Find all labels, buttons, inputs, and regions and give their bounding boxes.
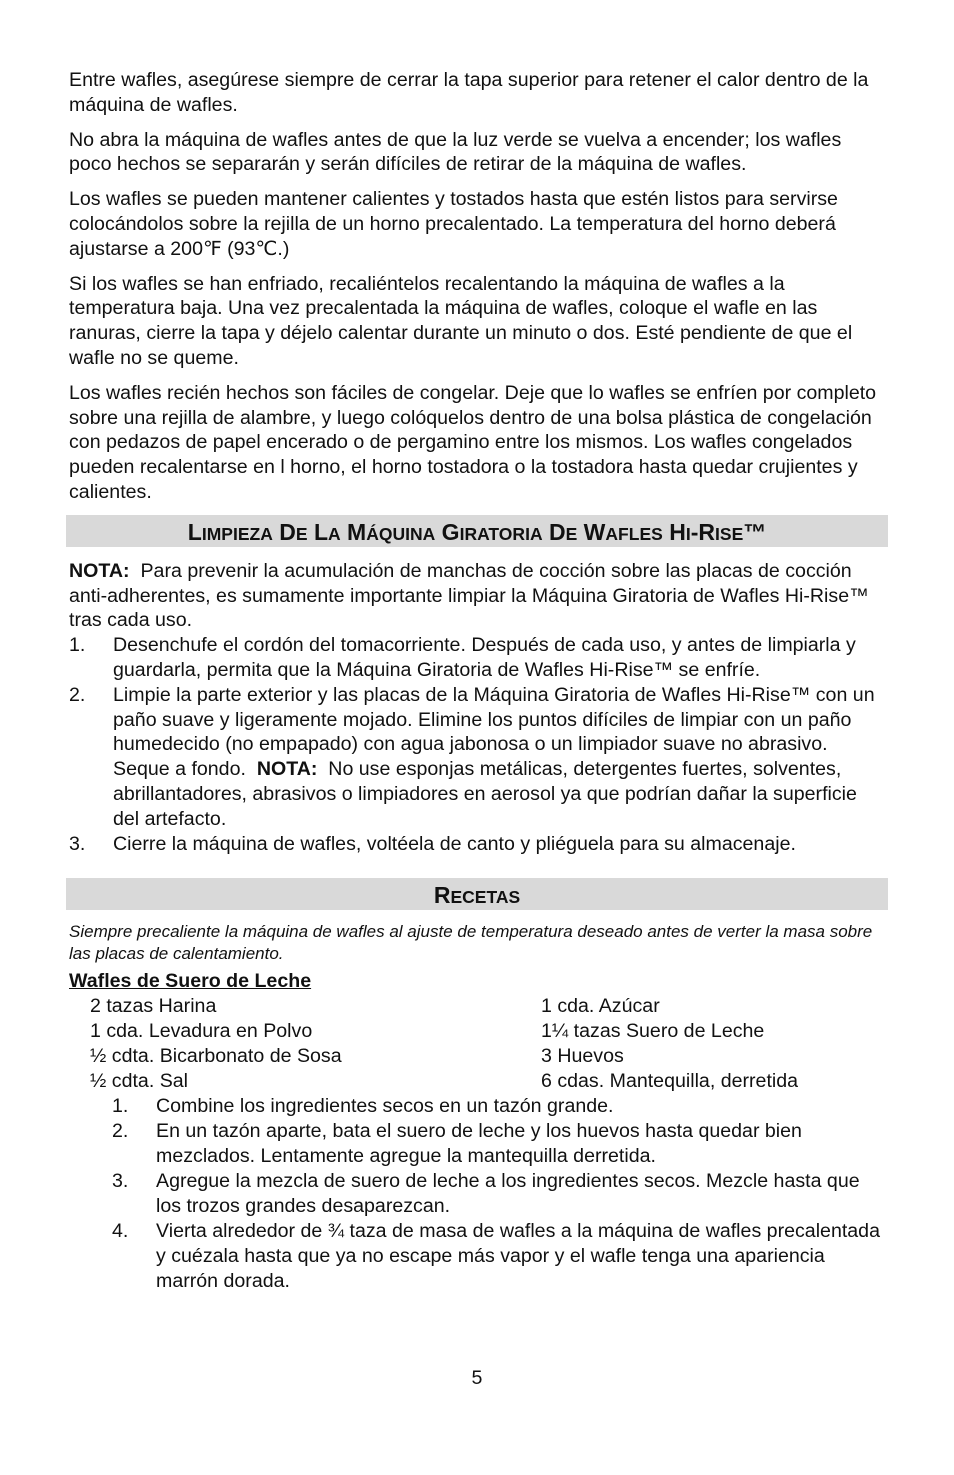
note-label: NOTA: [69, 559, 130, 582]
step-number: 2. [69, 683, 86, 706]
recipe-steps [69, 1094, 887, 1294]
list-item [69, 832, 887, 857]
list-item [112, 1094, 887, 1119]
ingredient: 6 cdas. Mantequilla, derretida [541, 1070, 799, 1093]
step-number: 1. [112, 1095, 129, 1118]
step-number: 1. [69, 634, 86, 657]
step-text: Desenchufe el cordón del tomacorriente. Después de cada uso, y antes de limpiarla y guardarla, permita que la Máquina Giratoria de Wafles Hi-Rise™ se enfríe. [113, 634, 856, 681]
ingredient: ½ cdta. Bicarbonato de Sosa [90, 1045, 342, 1068]
paragraph: No abra la máquina de wafles antes de que la luz verde se vuelva a encender; los wafles poco hechos se separarán y serán difíciles de retirar de la máquina de wafles. [69, 128, 842, 176]
step-note-label: NOTA: [256, 758, 318, 781]
recipes-section-heading: RECETAS [66, 878, 888, 910]
ingredient: 3 Huevos [541, 1045, 624, 1068]
document-page [69, 68, 887, 1294]
note-text: Para prevenir la acumulación de manchas de cocción sobre las placas de cocción anti-adherentes, es sumamente importante limpiar la Máquina Giratoria de Wafles Hi-Rise™ tras cada uso. [69, 559, 869, 632]
cleaning-section-heading: LIMPIEZA DE LA MÁQUINA GIRATORIA DE WAFLES HI-RISE™ [66, 515, 888, 547]
paragraph: Entre wafles, asegúrese siempre de cerrar la tapa superior para retener el calor dentro de la máquina de wafles. [69, 69, 869, 116]
list-item [112, 1119, 887, 1169]
paragraph: Los wafles recién hechos son fáciles de congelar. Deje que lo wafles se enfríen por completo sobre una rejilla de alambre, y luego colóquelos dentro de una bolsa plástica de congelación con pedazos de papel encerado o de pergamino entre los mismos. Los wafles congelados pueden recalentarse en l horno, el horno tostadora o la tostadora hasta quedar crujientes y calientes. [69, 381, 877, 503]
step-text: Limpie la parte exterior y las placas de la Máquina Giratoria de Wafles Hi-Rise™ con un paño suave y ligeramente mojado. Elimine los puntos difíciles de limpiar con un paño humedecido (no empapado) con agua jabonosa o un limpiador suave no abrasivo. Seque a fondo. [113, 683, 875, 781]
cleaning-steps [69, 633, 887, 856]
step-note-text: No use esponjas metálicas, detergentes fuertes, solventes, abrillantadores, abrasivos o limpiadores en aerosol ya que podrían dañar la superficie del artefacto. [113, 758, 857, 830]
ingredient: 1 cda. Azúcar [541, 995, 660, 1018]
page-number: 5 [471, 1367, 483, 1389]
list-item [112, 1169, 887, 1219]
paragraph: Si los wafles se han enfriado, recaliéntelos recalentando la máquina de wafles a la temperatura baja. Una vez precalentada la máquina de wafles, coloque el wafle en las ranuras, cierre la tapa y déjelo calentar durante un minuto o dos. Esté pendiente de que el wafle no se queme. [69, 272, 853, 369]
ingredient: ½ cdta. Sal [90, 1070, 189, 1093]
step-text: Vierta alrededor de ¾ taza de masa de wafles a la máquina de wafles precalentada y cuézala hasta que ya no escape más vapor y el wafle tenga una apariencia marrón dorada. [156, 1220, 880, 1293]
ingredient: 2 tazas Harina [90, 995, 217, 1018]
step-text: En un tazón aparte, bata el suero de leche y los huevos hasta quedar bien mezclados. Lentamente agregue la mantequilla derretida. [156, 1120, 802, 1168]
ingredients-list [69, 994, 887, 1094]
step-text: Agregue la mezcla de suero de leche a los ingredientes secos. Mezcle hasta que los trozos grandes desaparezcan. [156, 1170, 860, 1218]
list-item [112, 1219, 887, 1294]
step-number: 3. [112, 1170, 129, 1193]
list-item [69, 633, 887, 683]
step-number: 2. [112, 1120, 129, 1143]
step-number: 3. [69, 832, 86, 855]
cleaning-note [69, 559, 887, 633]
recipe-title: Wafles de Suero de Leche [69, 970, 312, 993]
paragraph: Los wafles se pueden mantener calientes y tostados hasta que estén listos para servirse colocándolos sobre la rejilla de un horno precalentado. La temperatura del horno deberá ajustarse a 200℉ (93℃.) [69, 188, 838, 260]
recipe-note: Siempre precaliente la máquina de wafles al ajuste de temperatura deseado antes de verter la masa sobre las placas de calentamiento. [69, 922, 873, 963]
ingredient: 1¼ tazas Suero de Leche [541, 1020, 765, 1043]
step-text: Combine los ingredientes secos en un tazón grande. [156, 1095, 614, 1118]
step-text: Cierre la máquina de wafles, voltéela de canto y pliéguela para su almacenaje. [113, 832, 796, 855]
list-item [69, 683, 887, 832]
step-number: 4. [112, 1220, 129, 1243]
ingredient: 1 cda. Levadura en Polvo [90, 1020, 313, 1043]
